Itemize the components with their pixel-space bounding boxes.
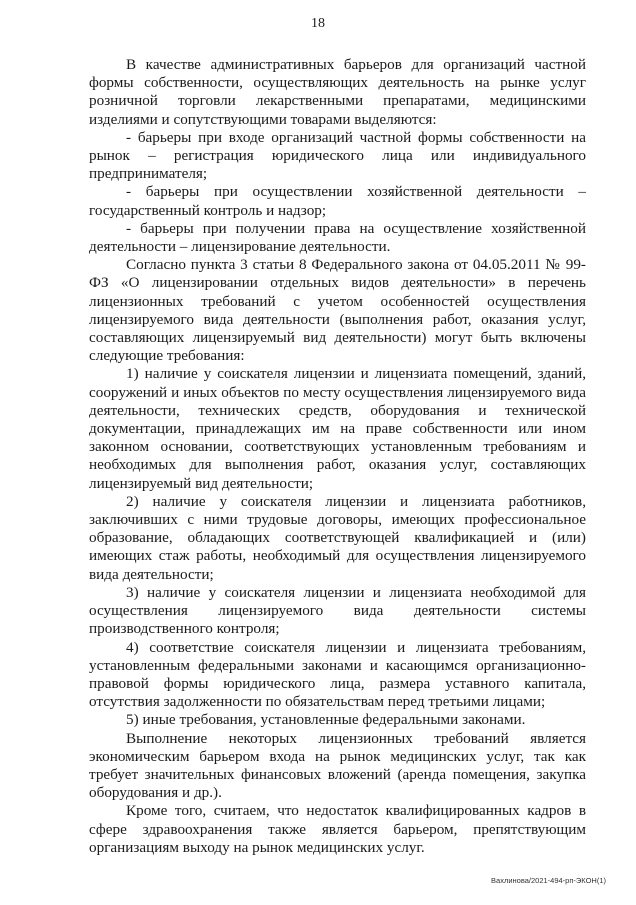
list-item-requirement-2: 2) наличие у соискателя лицензии и лицензиата работников, заключивших с ними трудовые договоры, имеющих профессиональное образование, обладающих соответствующей квалификацией и (или) имеющих стаж работы, необходимый для осуществления лицензируемого вида деятельности; — [89, 492, 586, 583]
list-item-activity-barriers: - барьеры при осуществлении хозяйственной деятельности – государственный контроль и надзор; — [89, 183, 586, 219]
document-reference: Вахлинова/2021-494-рп-ЭКОН(1) — [491, 876, 606, 885]
list-item-requirement-3: 3) наличие у соискателя лицензии и лицензиата необходимой для осуществления лицензируемого вида деятельности системы производственного контроля; — [89, 583, 586, 638]
list-item-entry-barriers: - барьеры при входе организаций частной формы собственности на рынок – регистрация юридического лица или индивидуального предпринимателя; — [89, 128, 586, 183]
paragraph-staff-shortage: Кроме того, считаем, что недостаток квалифицированных кадров в сфере здравоохранения также является барьером, препятствующим организациям выходу на рынок медицинских услуг. — [89, 802, 586, 856]
list-item-requirement-4: 4) соответствие соискателя лицензии и лицензиата требованиям, установленным федеральными законами и касающимся организационно-правовой формы юридического лица, размера уставного капитала, отсутствия задолженности по обязательствам перед третьими лицами; — [89, 638, 586, 711]
list-item-requirement-1: 1) наличие у соискателя лицензии и лицензиата помещений, зданий, сооружений и иных объектов по месту осуществления лицензируемого вида деятельности, технических средств, оборудования и технической документации, принадлежащих им на праве собственности или ином законном основании, соответствующих установленным требованиям и необходимых для выполнения работ, оказания услуг, составляющих лицензируемый вид деятельности; — [89, 365, 586, 492]
document-body — [89, 56, 586, 857]
list-item-requirement-5: 5) иные требования, установленные федеральными законами. — [126, 711, 526, 729]
paragraph-law-reference: Согласно пункта 3 статьи 8 Федерального закона от 04.05.2011 № 99-ФЗ «О лицензировании отдельных видов деятельности» в перечень лицензионных требований с учетом особенностей осуществления лицензируемого вида деятельности (выполнения работ, оказания услуг, составляющих лицензируемый вид деятельности) могут быть включены следующие требования: — [89, 256, 586, 365]
page-number: 18 — [311, 16, 325, 31]
paragraph-admin-barriers-intro: В качестве административных барьеров для организаций частной формы собственности, осуществляющих деятельность на рынке услуг розничной торговли лекарственными препаратами, медицинскими изделиями и сопутствующими товарами выделяются: — [89, 56, 586, 128]
paragraph-economic-barrier: Выполнение некоторых лицензионных требований является экономическим барьером входа на рынок медицинских услуг, так как требует значительных финансовых вложений (аренда помещения, закупка оборудования и др.). — [89, 729, 586, 802]
list-item-license-barriers: - барьеры при получении права на осуществление хозяйственной деятельности – лицензирование деятельности. — [89, 219, 586, 256]
